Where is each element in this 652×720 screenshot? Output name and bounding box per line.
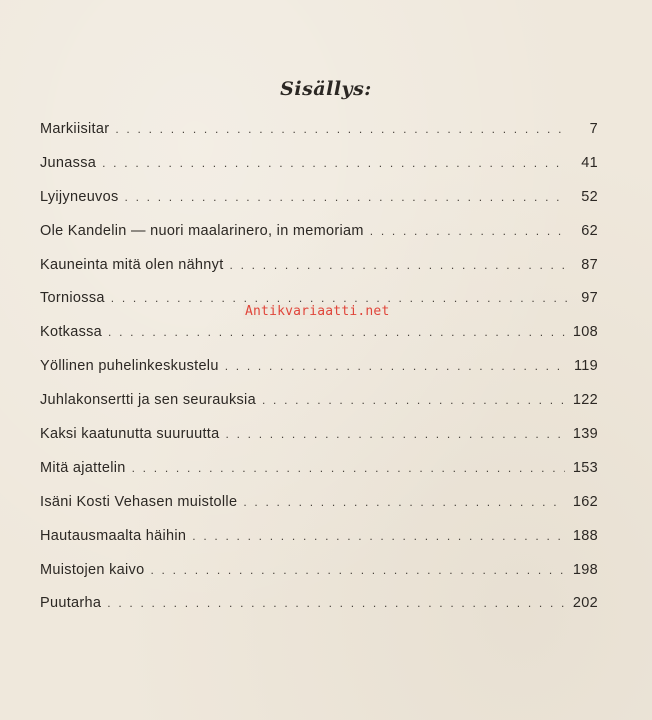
entry-title: Kauneinta mitä olen nähnyt [40, 256, 224, 273]
page-number: 198 [572, 561, 598, 578]
page-number: 97 [581, 290, 598, 307]
page-number: 52 [581, 188, 598, 205]
toc-entry [40, 460, 598, 494]
entry-title: Yöllinen puhelinkeskustelu [40, 358, 219, 375]
page-number: 122 [572, 392, 598, 409]
page-number: 119 [573, 358, 598, 375]
table-of-contents [40, 121, 598, 629]
page-number: 108 [572, 324, 598, 341]
watermark-text: Antikvariaatti.net [245, 304, 390, 319]
dot-leader [370, 224, 568, 238]
entry-title: Juhlakonsertti ja sen seurauksia [40, 392, 256, 409]
dot-leader [243, 495, 565, 509]
dot-leader [262, 393, 565, 407]
toc-entry [40, 426, 598, 460]
entry-title: Muistojen kaivo [40, 561, 145, 578]
dot-leader [192, 529, 565, 543]
entry-title: Lyijyneuvos [40, 188, 119, 205]
toc-entry [40, 189, 598, 223]
page-number: 87 [581, 256, 598, 273]
entry-title: Torniossa [40, 290, 105, 307]
toc-entry [40, 528, 598, 562]
toc-entry [40, 257, 598, 291]
entry-title: Mitä ajattelin [40, 459, 126, 476]
dot-leader [102, 156, 568, 170]
dot-leader [115, 122, 568, 136]
dot-leader [108, 325, 565, 339]
page-number: 7 [589, 121, 598, 137]
page-number: 162 [572, 493, 598, 510]
toc-entry [40, 494, 598, 528]
toc-entry [40, 324, 598, 358]
toc-heading: Sisällys: [280, 78, 372, 100]
page-number: 62 [581, 222, 598, 239]
toc-entry [40, 121, 598, 155]
dot-leader [226, 427, 565, 441]
page-number: 202 [572, 595, 598, 612]
toc-entry [40, 155, 598, 189]
entry-title: Ole Kandelin — nuori maalarinero, in memoriam [40, 222, 364, 239]
dot-leader [230, 258, 568, 272]
entry-title: Kaksi kaatunutta suuruutta [40, 426, 220, 443]
dot-leader [225, 359, 566, 373]
entry-title: Hautausmaalta häihin [40, 527, 187, 544]
entry-title: Isäni Kosti Vehasen muistolle [40, 493, 238, 510]
toc-entry [40, 562, 598, 596]
page-number: 139 [572, 426, 598, 443]
page-number: 153 [572, 459, 598, 476]
entry-title: Junassa [40, 154, 97, 171]
page-number: 188 [572, 527, 598, 544]
dot-leader [107, 596, 565, 610]
entry-title: Kotkassa [40, 324, 103, 341]
entry-title: Markiisitar [40, 121, 110, 137]
entry-title: Puutarha [40, 595, 102, 612]
dot-leader [125, 190, 568, 204]
toc-entry [40, 358, 598, 392]
page-number: 41 [581, 154, 598, 171]
dot-leader [150, 563, 564, 577]
toc-entry [40, 223, 598, 257]
dot-leader [132, 461, 565, 475]
toc-entry [40, 595, 598, 629]
toc-entry [40, 392, 598, 426]
